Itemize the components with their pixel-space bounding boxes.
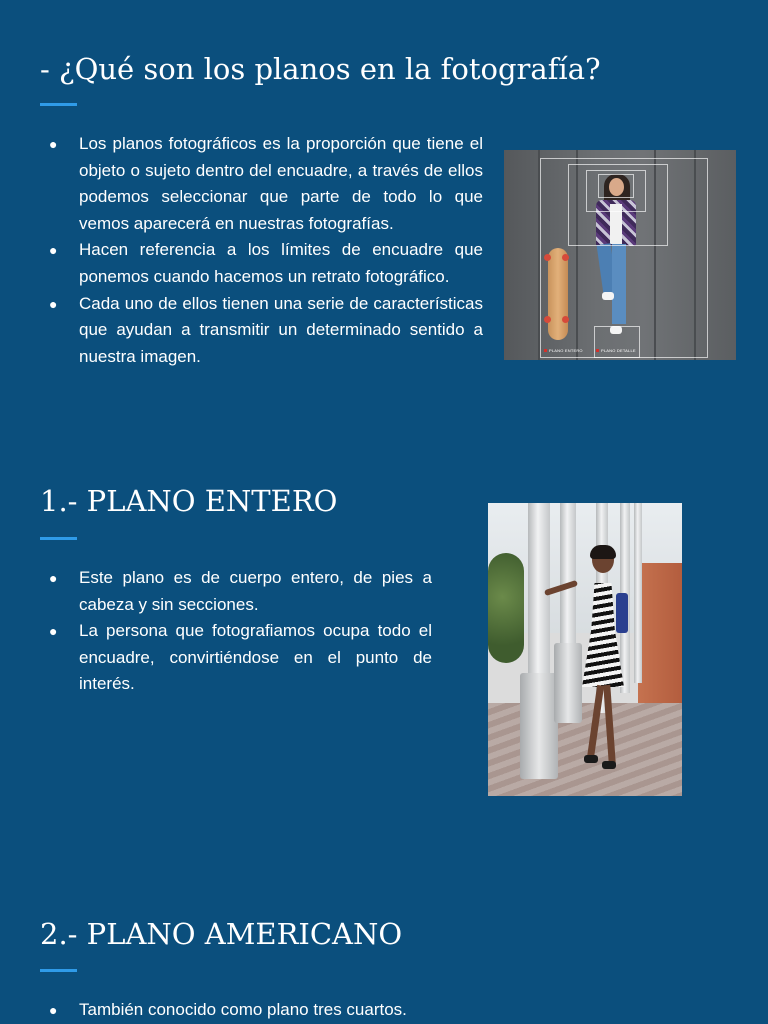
woman-full-body-photo — [488, 503, 682, 796]
list-item: ● También conocido como plano tres cuartos. — [41, 997, 521, 1024]
bullet-icon: ● — [49, 623, 58, 640]
section-title-plano-entero: 1.- PLANO ENTERO — [40, 484, 338, 518]
bullet-list-plano-americano — [41, 997, 521, 1024]
bullet-icon: ● — [49, 136, 58, 152]
list-item: ● Los planos fotográficos es la proporción que tiene el objeto o sujeto dentro del encuadre, a través de ellos podemos seleccionar que parte de todo lo que vemos aparecerá en nuestras fotografías. — [41, 131, 483, 237]
bullet-list-planos — [41, 131, 483, 370]
title-underline — [40, 103, 77, 106]
plan-label: PLANO ENTERO — [549, 348, 583, 353]
plan-label: PLANO DETALLE — [601, 348, 636, 353]
title-underline — [40, 969, 77, 972]
title-underline — [40, 537, 77, 540]
list-item: ● Cada uno de ellos tienen una serie de características que ayudan a transmitir un determinado sentido a nuestra imagen. — [41, 291, 483, 371]
list-item: ● La persona que fotografiamos ocupa todo el encuadre, convirtiéndose en el punto de interés. — [41, 618, 432, 698]
list-item: ● Hacen referencia a los límites de encuadre que ponemos cuando hacemos un retrato fotográfico. — [41, 237, 483, 290]
section-title-planos: - ¿Qué son los planos en la fotografía? — [40, 52, 601, 86]
list-item: ● Este plano es de cuerpo entero, de pies a cabeza y sin secciones. — [41, 565, 432, 618]
bullet-list-plano-entero — [41, 565, 432, 698]
bullet-icon: ● — [49, 570, 58, 586]
bullet-icon: ● — [49, 242, 58, 259]
photo-plan-frames-illustration — [504, 150, 736, 360]
section-title-plano-americano: 2.- PLANO AMERICANO — [40, 917, 403, 951]
bullet-icon: ● — [49, 295, 58, 312]
bullet-icon: ● — [49, 1002, 58, 1018]
